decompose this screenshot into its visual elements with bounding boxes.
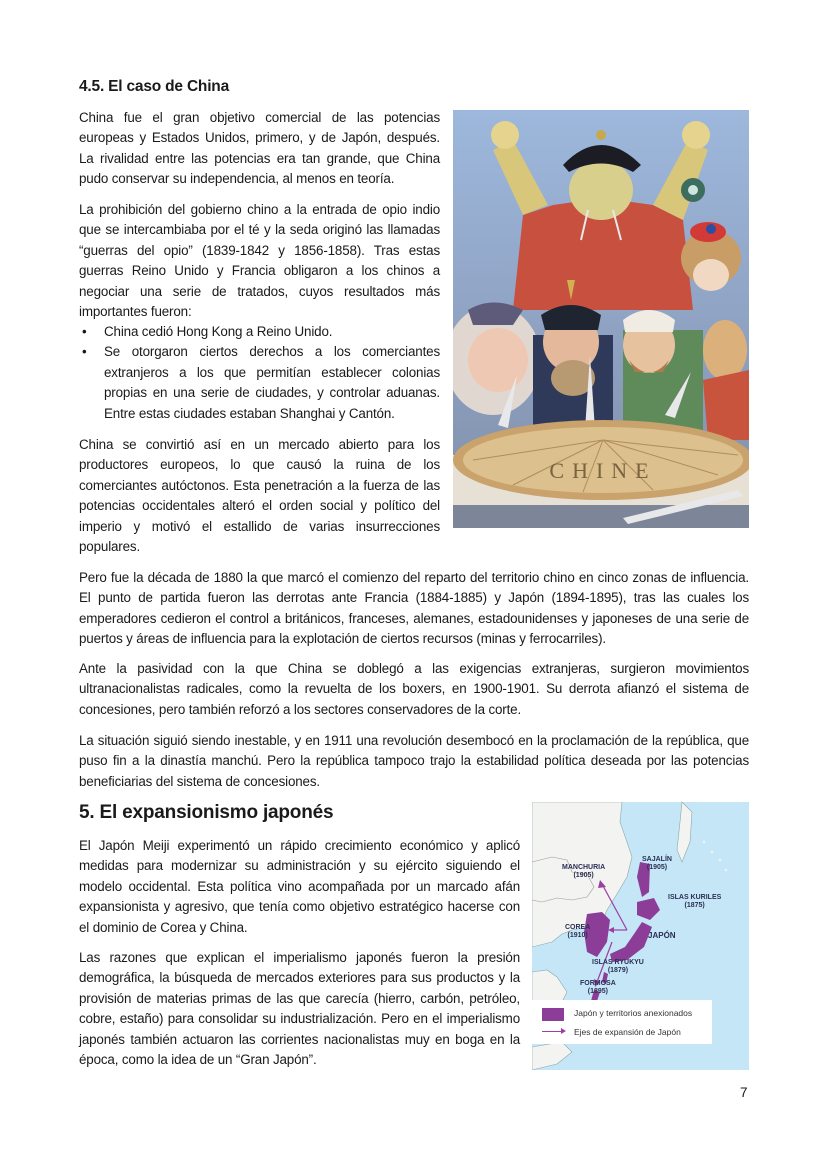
list-item-text: Se otorgaron ciertos derechos a los comerciantes extranjeros a los que permitían establecer colonias propias en una serie de ciudades, y controlar aduanas. Entre estas ciudades estaban Shanghai y Cantón. bbox=[104, 344, 440, 421]
japan-expansion-map bbox=[532, 802, 749, 1070]
paragraph-partition-1880: Pero fue la década de 1880 la que marcó el comienzo del reparto del territorio chino en cinco zonas de influencia. El punto de partida fueron las derrotas ante Francia (1884-1885) y Japón (1894-1895), tras las cuales los emperadores cedieron el control a británicos, franceses, alemanes, estadounidenses y japoneses de una serie de puertos y áreas de influencia para la explotación de ciertos recursos (minas y ferrocarriles). bbox=[79, 570, 749, 647]
page-number: 7 bbox=[740, 1085, 748, 1100]
paragraph-republic-1911: La situación siguió siendo inestable, y en 1911 una revolución desembocó en la proclamación de la república, que puso fin a la dinastía manchú. Pero la república tampoco trajo la estabilidad política deseada por las potencias beneficiarias del sistema de concesiones. bbox=[79, 733, 749, 789]
paragraph-opium-wars: La prohibición del gobierno chino a la entrada de opio indio que se intercambiaba por el té y la seda originó las llamadas “guerras del opio” (1839-1842 y 1856-1858). Tras estas guerras Reino Unido y Francia obligaron a los chinos a negociar una serie de tratados, cuyos resultados más importantes fueron: bbox=[79, 202, 440, 320]
map-legend bbox=[532, 1000, 712, 1044]
list-item bbox=[79, 322, 440, 342]
map-label-manchuria: MANCHURIA (1905) bbox=[562, 864, 606, 879]
map-label-kuriles: ISLAS KURILES (1875) bbox=[668, 894, 722, 909]
territory-swatch-icon bbox=[542, 1008, 564, 1021]
paragraph-boxers: Ante la pasividad con la que China se doblegó a las exigencias extranjeras, surgieron movimientos ultranacionalistas radicales, como la revuelta de los boxers, en 1900-1901. Su derrota afianzó el sistema de concesiones, pero también reforzó a los sectores conservadores de la corte. bbox=[79, 661, 749, 717]
paragraph-japanese-imperialism: Las razones que explican el imperialismo japonés fueron la presión demográfica, la búsqueda de mercados exteriores para sus productos y la provisión de materias primas de las que carecía (hierro, carbón, petróleo, cobre, estaño) para consolidar su industrialización. Pero en el imperialismo japonés también actuaron las corrientes nacionalistas muy en boga en la época, como la idea de un “Gran Japón”. bbox=[79, 950, 520, 1068]
legend-expansion: Ejes de expansión de Japón bbox=[574, 1027, 681, 1037]
expansion-arrow-icon bbox=[542, 1031, 564, 1032]
list-item bbox=[79, 342, 440, 424]
treaty-results-list bbox=[79, 322, 440, 424]
section-title-japan: 5. El expansionismo japonés bbox=[79, 802, 334, 823]
list-item-text: China cedió Hong Kong a Reino Unido. bbox=[104, 324, 333, 339]
map-label-sajalin: SAJALÍN (1905) bbox=[642, 856, 672, 871]
legend-territories: Japón y territorios anexionados bbox=[574, 1008, 693, 1018]
paragraph-china-intro: China fue el gran objetivo comercial de las potencias europeas y Estados Unidos, primero, y de Japón, después. La rivalidad entre las potencias era tan grande, que China pudo conservar su independencia, al menos en teoría. bbox=[79, 110, 440, 187]
map-label-japon: JAPÓN bbox=[648, 931, 676, 940]
map-label-corea: COREA (1910) bbox=[565, 924, 591, 939]
svg-text:CHINE: CHINE bbox=[549, 458, 657, 483]
map-label-ryukyu: ISLAS RYUKYU (1879) bbox=[592, 959, 644, 974]
map-label-formosa: FORMOSA (1895) bbox=[580, 980, 616, 995]
paragraph-meiji: El Japón Meiji experimentó un rápido crecimiento económico y aplicó medidas para modernizar su administración y su ejército siguiendo el modelo occidental. Esta política vino acompañada por un marcado afán expansionista y agresivo, que tenía como objetivo estratégico hacerse con el dominio de Corea y China. bbox=[79, 838, 520, 935]
section-title-china: 4.5. El caso de China bbox=[79, 78, 229, 95]
bullet-icon: • bbox=[82, 344, 87, 360]
china-partition-cartoon bbox=[453, 110, 749, 528]
paragraph-open-market: China se convirtió así en un mercado abierto para los productores europeos, lo que causó la ruina de los comerciantes autóctonos. Esta penetración a la fuerza de las potencias occidentales alteró el orden social y político del imperio y motivó el estallido de varias insurrecciones populares. bbox=[79, 437, 440, 555]
bullet-icon: • bbox=[82, 324, 87, 339]
